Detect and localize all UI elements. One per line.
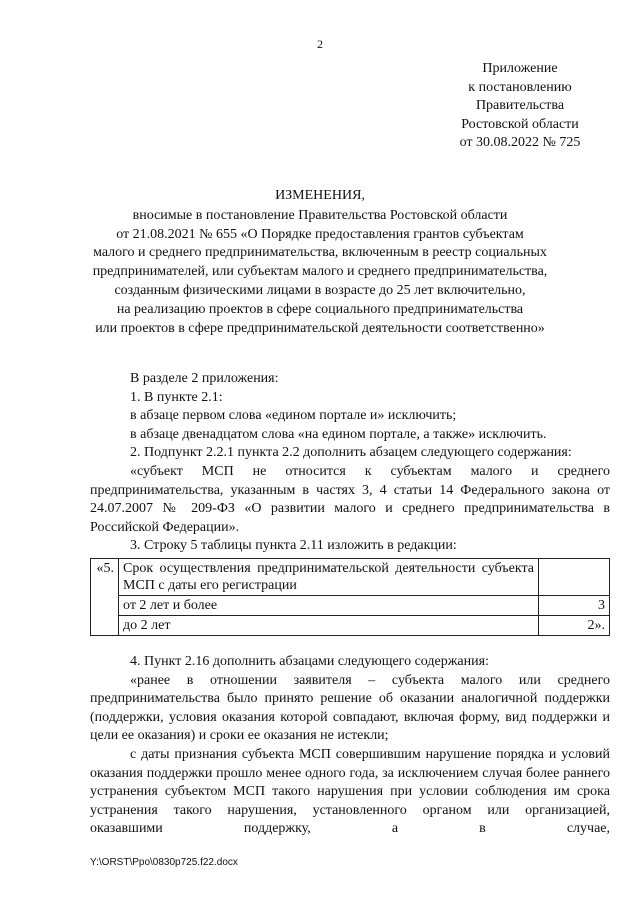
appendix-line: Правительства: [475, 98, 565, 114]
paragraph: В разделе 2 приложения:: [130, 371, 279, 386]
file-path-footer: Y:\ORST\Ppo\0830p725.f22.docx: [90, 857, 238, 868]
empty-cell: [539, 559, 610, 596]
title-line: предпринимателей, или субъектам малого и среднего предпринимательства,: [92, 264, 548, 280]
title-heading: ИЗМЕНЕНИЯ,: [275, 188, 365, 203]
appendix-line: к постановлению: [468, 79, 572, 95]
table-row: [91, 596, 610, 616]
title-line: малого и среднего предпринимательства, включенным в реестр социальных: [93, 245, 547, 261]
page-number: 2: [317, 37, 323, 51]
appendix-line: Приложение: [482, 61, 558, 76]
title-line: от 21.08.2021 № 655 «О Порядке предоставления грантов субъектам: [116, 226, 524, 242]
row-number-cell: «5.: [91, 559, 119, 636]
body-text: [90, 370, 610, 556]
paragraph: 4. Пункт 2.16 дополнить абзацами следующего содержания:: [130, 654, 489, 669]
table-row: [91, 559, 610, 596]
body-text-continued: [90, 653, 610, 839]
paragraph: в абзаце первом слова «едином портале и» исключить;: [130, 408, 457, 424]
condition-cell: от 2 лет и более: [119, 596, 539, 616]
criterion-cell: Срок осуществления предпринимательской деятельности субъекта МСП с даты его регистрации: [119, 559, 539, 596]
appendix-block: [440, 60, 600, 153]
score-cell: 3: [539, 596, 610, 616]
paragraph: 3. Строку 5 таблицы пункта 2.11 изложить в редакции:: [130, 538, 457, 554]
title-line: созданным физическими лицами в возрасте до 25 лет включительно,: [114, 282, 526, 298]
title-line: или проектов в сфере предпринимательской деятельности соответственно»: [95, 320, 545, 336]
condition-cell: до 2 лет: [119, 616, 539, 636]
table-row: [91, 616, 610, 636]
score-cell: 2».: [539, 616, 610, 636]
title-line: вносимые в постановление Правительства Ростовской области: [132, 207, 508, 223]
paragraph: 1. В пункте 2.1:: [130, 389, 223, 405]
appendix-line: от 30.08.2022 № 725: [459, 135, 581, 151]
paragraph: в абзаце двенадцатом слова «на едином портале, а также» исключить.: [130, 426, 547, 442]
title-line: на реализацию проектов в сфере социального предпринимательства: [116, 301, 524, 317]
appendix-line: Ростовской области: [461, 116, 579, 132]
paragraph: «субъект МСП не относится к субъектам малого и среднего предпринимательства, указанным в частях 3, 4 статьи 14 Федерального закона от 24.07.2007 № 209-ФЗ «О развитии малого и среднего предпринимательства в Российской Федерации».: [90, 463, 610, 535]
paragraph: с даты признания субъекта МСП совершившим нарушение порядка и условий оказания поддержки прошло менее одного года, за исключением случая более раннего устранения субъектом МСП такого нарушения при условии соблюдения им срока устранения такого нарушения, установленного органом или организацией, оказавшими поддержку, а в случае,: [90, 746, 610, 837]
document-title: [60, 187, 580, 338]
paragraph: 2. Подпункт 2.2.1 пункта 2.2 дополнить абзацем следующего содержания:: [130, 445, 572, 461]
amendment-table: [90, 558, 610, 636]
paragraph: «ранее в отношении заявителя – субъекта малого или среднего предпринимательства было принято решение об оказании аналогичной поддержки (поддержки, условия оказания которой совпадают, включая форму, вид поддержки и цели ее оказания) и сроки ее оказания не истекли;: [90, 672, 610, 744]
